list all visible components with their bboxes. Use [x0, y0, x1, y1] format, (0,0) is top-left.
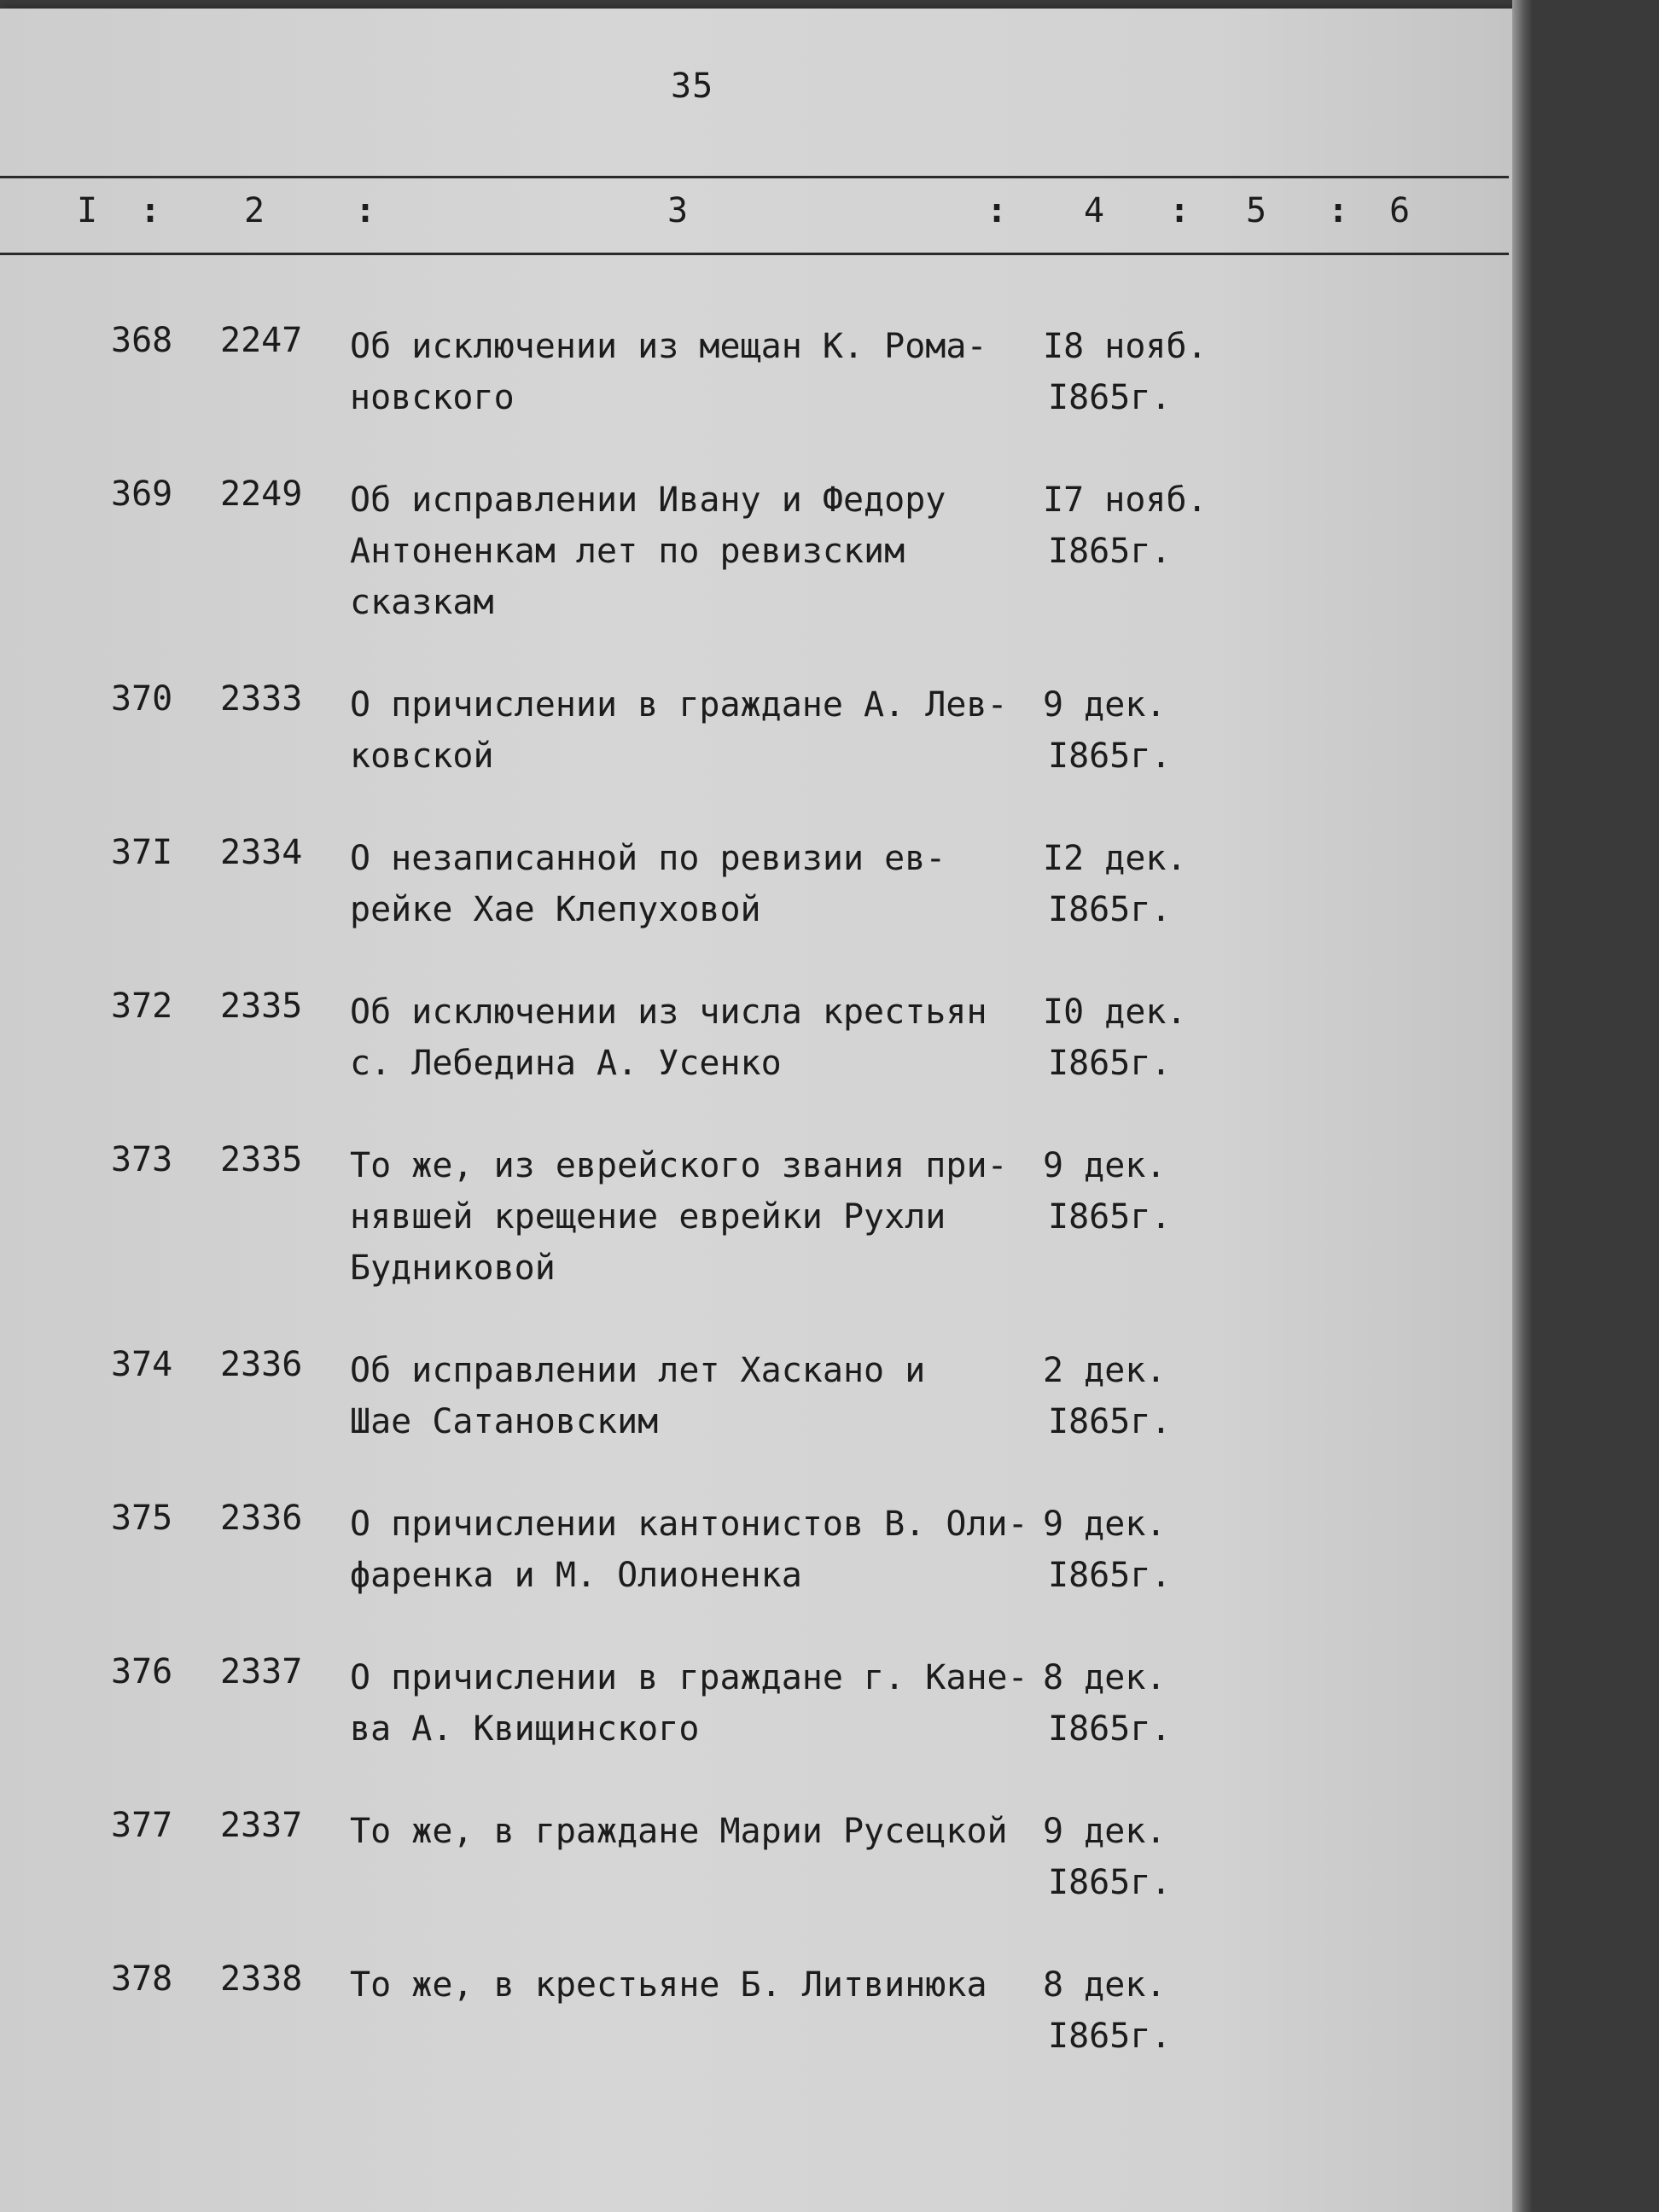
entry-date-line: I865г. [1048, 1556, 1172, 1595]
entry-subject [350, 833, 1033, 935]
entry-date [1043, 833, 1214, 935]
entry-subject-line: То же, из еврейского звания при- [350, 1146, 1008, 1185]
header-col-5: 5 [1246, 191, 1267, 230]
entry-subject [350, 321, 1033, 423]
entry-date-line: I865г. [1048, 736, 1172, 776]
entry-reference: 2335 [220, 987, 303, 1026]
header-separator: : [1328, 191, 1349, 230]
entry-number: 374 [111, 1345, 173, 1384]
header-col-3: 3 [667, 191, 689, 230]
entry-subject [350, 1652, 1033, 1755]
header-col-4: 4 [1084, 191, 1105, 230]
header-separator: : [987, 191, 1008, 230]
entry-number: 375 [111, 1499, 173, 1538]
entry-date-line: 9 дек. [1043, 1812, 1167, 1851]
entry-subject [350, 1959, 1033, 2011]
entry-subject-line: Об исправлении Ивану и Федору [350, 480, 946, 520]
entry-date-line: 9 дек. [1043, 1146, 1167, 1185]
entry-date [1043, 987, 1214, 1089]
entry-subject-line: ва А. Квищинского [350, 1709, 700, 1749]
entry-date-line: I865г. [1048, 1402, 1172, 1441]
entry-subject-line: Об исключении из мещан К. Рома- [350, 327, 987, 366]
entry-date [1043, 1806, 1214, 1908]
page-number: 35 [671, 67, 714, 106]
entry-date [1043, 1345, 1214, 1447]
entry-reference: 2333 [220, 679, 303, 719]
entry-number: 369 [111, 474, 173, 514]
entry-number: 368 [111, 321, 173, 360]
entry-date-line: I865г. [1048, 1044, 1172, 1083]
entry-date-line: 8 дек. [1043, 1965, 1167, 2005]
entry-subject-line: О незаписанной по ревизии ев- [350, 839, 946, 878]
entry-reference: 2336 [220, 1499, 303, 1538]
entry-date-line: I865г. [1048, 1197, 1172, 1237]
entry-reference: 2247 [220, 321, 303, 360]
entry-date [1043, 1499, 1214, 1601]
entry-date-line: I865г. [1048, 2017, 1172, 2056]
entry-number: 376 [111, 1652, 173, 1691]
entry-number: 370 [111, 679, 173, 719]
header-separator: : [1169, 191, 1190, 230]
entry-date-line: I865г. [1048, 890, 1172, 929]
entry-subject [350, 1345, 1033, 1447]
entry-subject [350, 1499, 1033, 1601]
entry-subject-line: ковской [350, 736, 494, 776]
entry-subject-line: Антоненкам лет по ревизским [350, 532, 905, 571]
entry-subject [350, 987, 1033, 1089]
header-bottom-rule [0, 253, 1509, 255]
document-page [0, 9, 1512, 2212]
entry-number: 37I [111, 833, 173, 872]
page-edge-shadow [1512, 0, 1533, 2212]
entry-date [1043, 679, 1214, 782]
entry-subject-line: О причислении в граждане г. Кане- [350, 1658, 1028, 1697]
entry-subject-line: сказкам [350, 583, 494, 622]
entry-reference: 2337 [220, 1652, 303, 1691]
entry-date-line: I0 дек. [1043, 992, 1187, 1032]
entry-subject-line: Шае Сатановским [350, 1402, 659, 1441]
header-col-1: I [77, 191, 98, 230]
entry-date-line: 9 дек. [1043, 1505, 1167, 1544]
entry-subject-line: Об исправлении лет Хаскано и [350, 1351, 926, 1390]
entry-date-line: I2 дек. [1043, 839, 1187, 878]
entry-subject-line: Об исключении из числа крестьян [350, 992, 987, 1032]
entry-subject-line: рейке Хае Клепуховой [350, 890, 761, 929]
entry-subject [350, 1806, 1033, 1857]
entry-reference: 2334 [220, 833, 303, 872]
entry-subject-line: новского [350, 378, 515, 417]
entry-subject-line: О причислении в граждане А. Лев- [350, 685, 1008, 725]
header-top-rule [0, 176, 1509, 178]
entry-date-line: I7 нояб. [1043, 480, 1208, 520]
header-col-6: 6 [1389, 191, 1411, 230]
entry-reference: 2249 [220, 474, 303, 514]
entry-reference: 2335 [220, 1140, 303, 1179]
entry-subject-line: с. Лебедина А. Усенко [350, 1044, 782, 1083]
entry-date-line: 9 дек. [1043, 685, 1167, 725]
entry-date [1043, 1652, 1214, 1755]
entry-subject-line: фаренка и М. Олионенка [350, 1556, 802, 1595]
entry-date-line: I8 нояб. [1043, 327, 1208, 366]
entry-reference: 2337 [220, 1806, 303, 1845]
entry-date-line: I865г. [1048, 1863, 1172, 1902]
entry-subject [350, 679, 1033, 782]
entry-date-line: 2 дек. [1043, 1351, 1167, 1390]
entry-date-line: 8 дек. [1043, 1658, 1167, 1697]
entry-number: 372 [111, 987, 173, 1026]
entry-subject-line: То же, в граждане Марии Русецкой [350, 1812, 1008, 1851]
entry-subject [350, 1140, 1033, 1294]
entry-reference: 2338 [220, 1959, 303, 1999]
entry-reference: 2336 [220, 1345, 303, 1384]
entry-subject-line: То же, в крестьяне Б. Литвинюка [350, 1965, 987, 2005]
entry-date-line: I865г. [1048, 1709, 1172, 1749]
entry-subject-line: О причислении кантонистов В. Оли- [350, 1505, 1028, 1544]
entry-date-line: I865г. [1048, 532, 1172, 571]
entry-subject-line: Будниковой [350, 1249, 556, 1288]
entry-date [1043, 1959, 1214, 2062]
entry-number: 373 [111, 1140, 173, 1179]
header-col-2: 2 [244, 191, 265, 230]
header-separator: : [140, 191, 161, 230]
entry-subject [350, 474, 1033, 628]
entry-date [1043, 321, 1214, 423]
entry-date [1043, 1140, 1214, 1243]
entry-number: 378 [111, 1959, 173, 1999]
entry-subject-line: нявшей крещение еврейки Рухли [350, 1197, 946, 1237]
entry-number: 377 [111, 1806, 173, 1845]
entry-date [1043, 474, 1214, 577]
header-separator: : [355, 191, 376, 230]
entry-date-line: I865г. [1048, 378, 1172, 417]
